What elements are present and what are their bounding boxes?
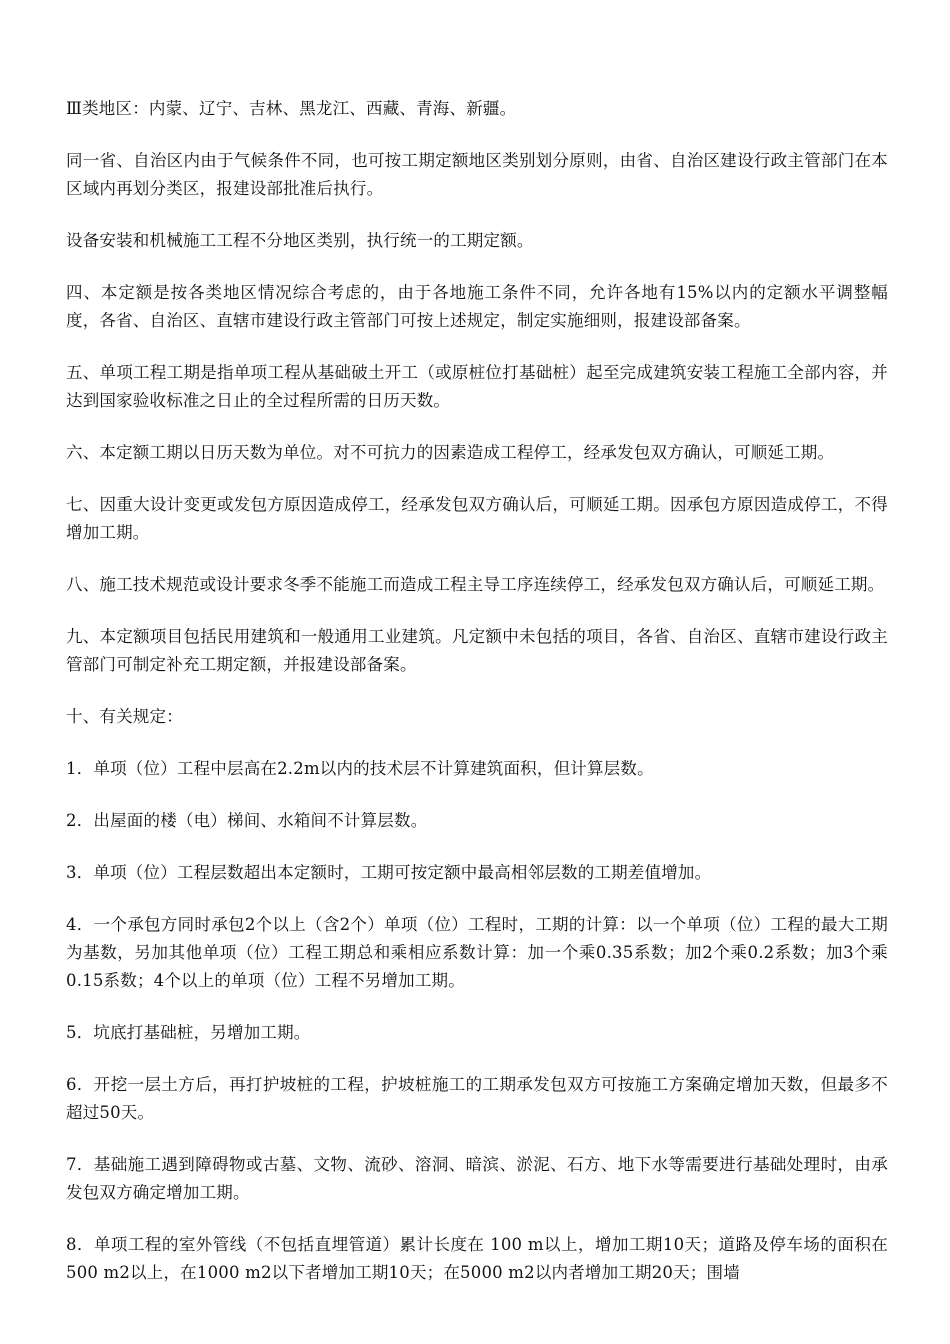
paragraph-rule-2: 2．出屋面的楼（电）梯间、水箱间不计算层数。 <box>66 811 428 830</box>
paragraph-rule-3: 3．单项（位）工程层数超出本定额时，工期可按定额中最高相邻层数的工期差值增加。 <box>66 863 712 882</box>
paragraph-regional-subdivision: 同一省、自治区内由于气候条件不同，也可按工期定额地区类别划分原则，由省、自治区建设行政主管部门在本区域内再划分类区，报建设部批准后执行。 <box>66 151 888 198</box>
document-body <box>66 95 888 1311</box>
paragraph-rule-1: 1．单项（位）工程中层高在2.2m以内的技术层不计算建筑面积，但计算层数。 <box>66 759 654 778</box>
paragraph-region-class-3: Ⅲ类地区：内蒙、辽宁、吉林、黑龙江、西藏、青海、新疆。 <box>66 99 517 118</box>
paragraph-rule-4: 4．一个承包方同时承包2个以上（含2个）单项（位）工程时，工期的计算：以一个单项（位）工程的最大工期为基数，另加其他单项（位）工程工期总和乘相应系数计算：加一个乘0.35系数；加2个乘0.2系数；加3个乘 0.15系数；4个以上的单项（位）工程不另增加工期。 <box>66 915 888 990</box>
paragraph-item-10-heading: 十、有关规定： <box>66 707 183 726</box>
paragraph-rule-6: 6．开挖一层土方后，再打护坡桩的工程，护坡桩施工的工期承发包双方可按施工方案确定增加天数，但最多不超过50天。 <box>66 1075 888 1122</box>
paragraph-rule-7: 7．基础施工遇到障碍物或古墓、文物、流砂、溶洞、暗滨、淤泥、石方、地下水等需要进行基础处理时，由承发包双方确定增加工期。 <box>66 1155 888 1202</box>
paragraph-rule-5: 5．坑底打基础桩，另增加工期。 <box>66 1023 311 1042</box>
paragraph-item-7: 七、因重大设计变更或发包方原因造成停工，经承发包双方确认后，可顺延工期。因承包方原因造成停工，不得增加工期。 <box>66 495 888 542</box>
paragraph-item-6: 六、本定额工期以日历天数为单位。对不可抗力的因素造成工程停工，经承发包双方确认，可顺延工期。 <box>66 443 835 462</box>
paragraph-item-9: 九、本定额项目包括民用建筑和一般通用工业建筑。凡定额中未包括的项目，各省、自治区、直辖市建设行政主管部门可制定补充工期定额，并报建设部备案。 <box>66 627 888 674</box>
paragraph-equipment-installation: 设备安装和机械施工工程不分地区类别，执行统一的工期定额。 <box>66 231 534 250</box>
paragraph-item-4: 四、本定额是按各类地区情况综合考虑的，由于各地施工条件不同，允许各地有15%以内的定额水平调整幅度，各省、自治区、直辖市建设行政主管部门可按上述规定，制定实施细则，报建设部备案。 <box>66 283 888 330</box>
paragraph-item-8: 八、施工技术规范或设计要求冬季不能施工而造成工程主导工序连续停工，经承发包双方确认后，可顺延工期。 <box>66 575 885 594</box>
paragraph-rule-8: 8．单项工程的室外管线（不包括直埋管道）累计长度在 100 m以上，增加工期10天；道路及停车场的面积在 500 m2以上，在1000 m2以下者增加工期10天；在5000 m2以内者增加工期20天；围墙 <box>66 1235 888 1282</box>
paragraph-item-5: 五、单项工程工期是指单项工程从基础破土开工（或原桩位打基础桩）起至完成建筑安装工程施工全部内容，并达到国家验收标准之日止的全过程所需的日历天数。 <box>66 363 888 410</box>
